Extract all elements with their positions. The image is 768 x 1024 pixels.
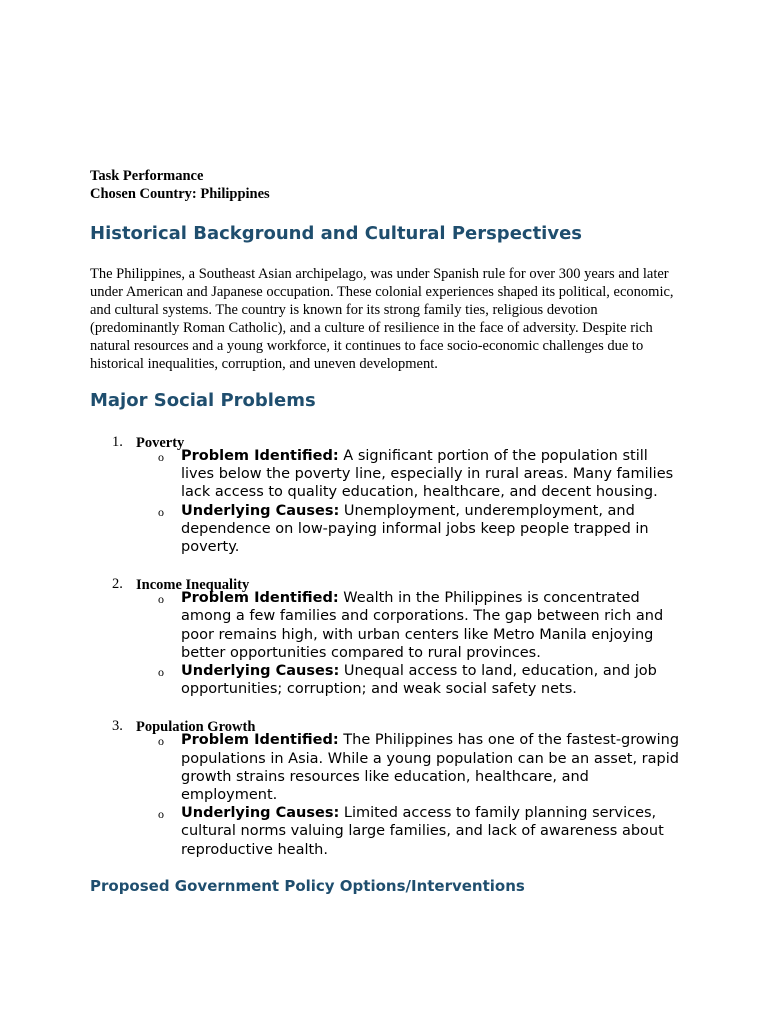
point-label: Problem Identified: <box>181 590 339 607</box>
problem-number: 3. <box>112 718 123 735</box>
history-paragraph: The Philippines, a Southeast Asian archipelago, was under Spanish rule for over 300 years and later under American and Japanese occupation. These colonial experiences shaped its political, economic, and cultural systems. The country is known for its strong family ties, religious devotion (predominantly Roman Catholic), and a culture of resilience in the face of adversity. Despite rich natural resources and a young workforce, it continues to face socio-economic challenges due to historical inequalities, corruption, and uneven development. <box>90 266 674 372</box>
point-label: Problem Identified: <box>181 448 339 464</box>
underlying-causes-point <box>90 804 681 859</box>
bullet-marker: o <box>158 807 164 822</box>
point-text: A significant portion of the population still lives below the poverty line, especially in rural areas. Many families lack access to quality education, healthcare, and decent housing. <box>181 448 674 501</box>
point-text: Unequal access to land, education, and job opportunities; corruption; and weak social safety nets. <box>181 663 657 698</box>
point-label: Underlying Causes: <box>181 502 340 519</box>
point-label: Problem Identified: <box>181 732 339 749</box>
document-page <box>90 167 690 896</box>
problem-item-poverty <box>90 433 690 556</box>
bullet-marker: o <box>158 665 164 680</box>
bullet-marker: o <box>158 504 164 519</box>
point-text: Unemployment, underemployment, and dependence on low-paying informal jobs keep people trapped in poverty. <box>181 502 649 556</box>
problem-title: Population Growth <box>136 719 256 736</box>
problem-title: Income Inequality <box>136 577 250 594</box>
bullet-marker: o <box>158 450 164 464</box>
point-label: Underlying Causes: <box>181 663 340 680</box>
section-heading-policy-options: Proposed Government Policy Options/Interventions <box>90 876 525 895</box>
section-heading-social-problems: Major Social Problems <box>90 390 316 411</box>
problems-list <box>90 433 690 859</box>
problem-item-population-growth <box>90 717 690 858</box>
bullet-marker: o <box>158 734 164 749</box>
underlying-causes-point <box>90 502 681 557</box>
problem-identified-point <box>90 589 681 662</box>
problem-number: 1. <box>112 434 123 450</box>
point-text: The Philippines has one of the fastest-growing populations in Asia. While a young population can be an asset, rapid growth strains resources like education, healthcare, and employment. <box>181 732 680 804</box>
task-title: Task Performance <box>90 168 204 184</box>
point-label: Underlying Causes: <box>181 805 340 822</box>
point-text: Wealth in the Philippines is concentrated among a few families and corporations. The gap between rich and poor remains high, with urban centers like Metro Manila enjoying better opportunities compared to rural provinces. <box>181 590 664 661</box>
section-heading-history: Historical Background and Cultural Perspectives <box>90 223 583 244</box>
bullet-marker: o <box>158 592 164 607</box>
underlying-causes-point <box>90 662 681 698</box>
chosen-country: Chosen Country: Philippines <box>90 186 270 202</box>
problem-title: Poverty <box>136 435 185 451</box>
problem-number: 2. <box>112 576 123 593</box>
problem-identified-point <box>90 731 681 804</box>
problem-item-income-inequality <box>90 575 690 698</box>
problem-identified-point <box>90 447 681 502</box>
point-text: Limited access to family planning services, cultural norms valuing large families, and lack of awareness about reproductive health. <box>181 805 664 858</box>
